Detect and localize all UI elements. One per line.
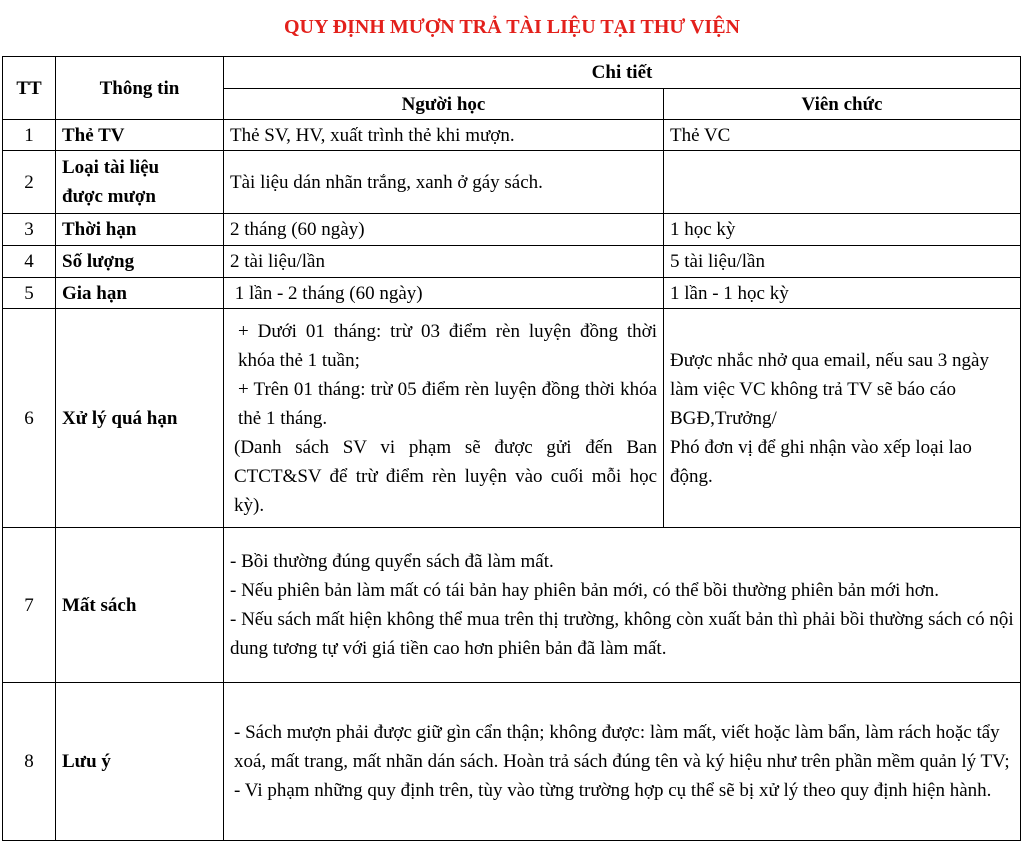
header-detail: Chi tiết: [224, 57, 1021, 89]
row-number: 8: [3, 683, 56, 841]
table-row: [3, 278, 1021, 309]
header-staff: Viên chức: [664, 89, 1021, 120]
header-tt: TT: [3, 57, 56, 120]
detail-line: - Nếu sách mất hiện không thể mua trên thị trường, không còn xuất bản thì phải bồi thường sách có nội dung tương tự với giá tiền cao hơn phiên bản đã làm mất.: [230, 609, 1014, 659]
row-info-line: Loại tài liệu: [62, 157, 160, 178]
learner-cell: Tài liệu dán nhãn trắng, xanh ở gáy sách.: [224, 151, 664, 214]
row-number: 2: [3, 151, 56, 214]
staff-line: Được nhắc nhở qua email, nếu sau 3 ngày làm việc VC không trả TV sẽ báo cáo BGĐ,Trưởng/: [670, 349, 989, 429]
page-title: QUY ĐỊNH MƯỢN TRẢ TÀI LIỆU TẠI THƯ VIỆN: [283, 16, 740, 38]
regulation-table: [2, 56, 1021, 841]
staff-cell: Thẻ VC: [664, 120, 1021, 151]
staff-cell: 1 lần - 1 học kỳ: [664, 278, 1021, 309]
staff-cell: [664, 151, 1021, 214]
detail-line: - Nếu phiên bản làm mất có tái bản hay phiên bản mới, có thể bồi thường phiên bản mới hơn.: [230, 580, 939, 601]
staff-line: Phó đơn vị để ghi nhận vào xếp loại lao động.: [670, 436, 972, 487]
table-row: [3, 683, 1021, 841]
row-info: Gia hạn: [56, 278, 224, 309]
learner-cell: 1 lần - 2 tháng (60 ngày): [224, 278, 664, 309]
detail-cell: [224, 683, 1021, 841]
table-row: [3, 528, 1021, 683]
row-info: Số lượng: [56, 246, 224, 278]
table-row: [3, 151, 1021, 214]
row-number: 3: [3, 214, 56, 246]
detail-line: - Vi phạm những quy định trên, tùy vào từng trường hợp cụ thể sẽ bị xử lý theo quy định hiện hành.: [234, 780, 992, 801]
header-info: Thông tin: [56, 57, 224, 120]
learner-line: + Trên 01 tháng: trừ 05 điểm rèn luyện đồng thời khóa thẻ 1 tháng.: [238, 378, 657, 429]
learner-cell: 2 tháng (60 ngày): [224, 214, 664, 246]
learner-cell: 2 tài liệu/lần: [224, 246, 664, 278]
learner-cell: [224, 309, 664, 528]
row-info: Lưu ý: [56, 683, 224, 841]
row-info-line: được mượn: [62, 186, 156, 207]
row-number: 1: [3, 120, 56, 151]
table-row: [3, 214, 1021, 246]
table-row: [3, 120, 1021, 151]
row-info: Thẻ TV: [56, 120, 224, 151]
table-row: [3, 309, 1021, 528]
header-row: [3, 57, 1021, 89]
staff-cell: 5 tài liệu/lần: [664, 246, 1021, 278]
detail-line: - Bồi thường đúng quyển sách đã làm mất.: [230, 551, 554, 572]
row-number: 7: [3, 528, 56, 683]
learner-line: (Danh sách SV vi phạm sẽ được gửi đến Ban CTCT&SV để trừ điểm rèn luyện vào cuối mỗi học kỳ).: [234, 436, 657, 516]
header-learner: Người học: [224, 89, 664, 120]
learner-cell: Thẻ SV, HV, xuất trình thẻ khi mượn.: [224, 120, 664, 151]
row-info: Mất sách: [56, 528, 224, 683]
table-row: [3, 246, 1021, 278]
detail-line: - Sách mượn phải được giữ gìn cẩn thận; không được: làm mất, viết hoặc làm bẩn, làm rách hoặc tẩy xoá, mất trang, mất nhãn dán sách. Hoàn trả sách đúng tên và ký hiệu như trên phần mềm quản lý TV;: [234, 722, 1010, 772]
detail-cell: [224, 528, 1021, 683]
row-number: 5: [3, 278, 56, 309]
row-info: [56, 151, 224, 214]
row-info: Thời hạn: [56, 214, 224, 246]
row-info: Xử lý quá hạn: [56, 309, 224, 528]
row-number: 4: [3, 246, 56, 278]
staff-cell: [664, 309, 1021, 528]
row-number: 6: [3, 309, 56, 528]
learner-line: + Dưới 01 tháng: trừ 03 điểm rèn luyện đồng thời khóa thẻ 1 tuần;: [238, 320, 657, 371]
staff-cell: 1 học kỳ: [664, 214, 1021, 246]
